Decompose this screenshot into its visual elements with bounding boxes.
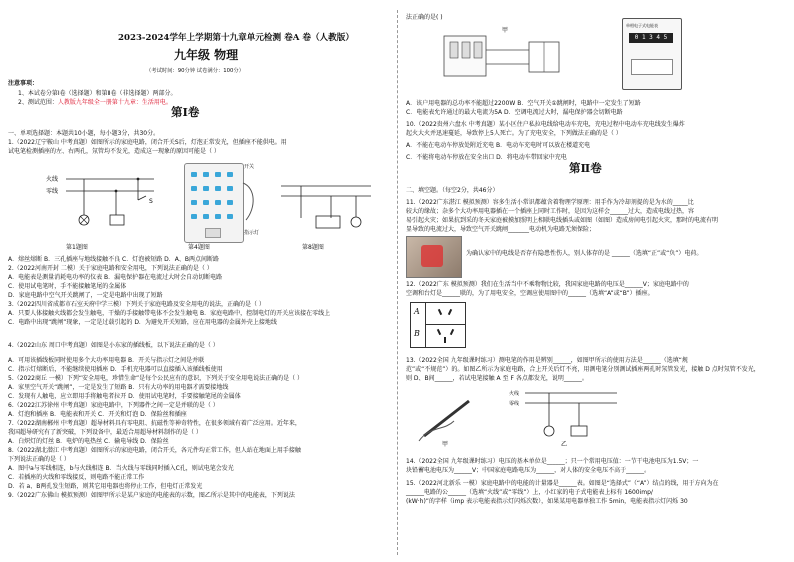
switch-s-label: S xyxy=(149,198,153,205)
question-line: C．电路中出现“跳闸”现象，一定是过载引起的 D．为避免开关短路，应在用电器的金属外壳上接地线 xyxy=(8,319,277,326)
question-line: 4.（2022山东 周口中考真题）如图是小东家的插线板，以下说法正确的是（ ） xyxy=(8,342,219,349)
question-line: 下列说法正确的是（ ） xyxy=(8,456,70,463)
question-line: 14.（2022全国 九年级课时练习）电压的基本单位是______；只一个常用电压值：一节干电池电压为1.5V；一 xyxy=(406,458,699,465)
question-line: 8.（2022湖北潜江 中考真题）如图所示的家庭电路，闭合开关，各元件均正常工作，但人站在地面上用手接触 xyxy=(8,447,301,454)
question-line: A．白炽灯的灯丝 B．电炉的电热丝 C．输电导线 D．保险丝 xyxy=(8,438,169,445)
socket-figure xyxy=(410,302,466,348)
figure-caption-4: 第4题图 xyxy=(188,244,210,251)
question-line: C．不能将电动车停放在安全出口 D．将电动车带回家中充电 xyxy=(406,154,567,161)
question-line: A．只要人体接触火线都会发生触电，干燥的手接触带电体不会发生触电 B．家庭电路中，控制电灯的开关应该接在零线上 xyxy=(8,310,331,317)
question-line: 9.（2022广东佛山 模拟预测）如图甲所示是某户家庭的电能表的示数，图乙所示是其中的电能表，下列说法 xyxy=(8,492,295,499)
column-separator xyxy=(397,10,398,555)
question-line: 易引起火灾；如果抗到采的冬天家庭被摸加照明上相联电线插头或如图（如图）造成房间电引起火灾，那时的电流有明 xyxy=(406,217,719,224)
question-line: 12.（2022广东 模拟预测）我们在生活当中不乘物物比较，我国家庭电路的电压是______V；家庭电路中的 xyxy=(406,281,689,288)
question-line: 起火大火并迅速蔓延，导致停上5人死亡。为了充电安全，下列做法正确的是（ ） xyxy=(406,130,622,137)
question-line: A．可用该插线板同时使用多个大功率用电器 B．开关与指示灯之间是并联 xyxy=(8,357,205,364)
switchboard-figure xyxy=(434,24,584,88)
question-line: 10.（2022贵州六盘水 中考真题）某小区住户私拉电线给电动车充电，充电过程中电动车充电线发生爆炸 xyxy=(406,121,685,128)
question-line: 显导致的电流过大，导致空气开关跳闸_______电动机为电路无须保险； xyxy=(406,226,596,233)
electricity-meter-figure xyxy=(622,18,682,90)
question-line: C．若插座的火线和零线接反，则电路不能正常工作 xyxy=(8,474,145,481)
question-line: 法正确的是( ) xyxy=(406,14,443,21)
question-line: 范”或“不规范”）的。如图乙所示为家庭电路，合上开关后灯不亮，用测电笔分别测试插座两孔时氖管发光，接触 D 点时氖管不发光， xyxy=(406,366,760,373)
question-line: C．电能表允许通过的最大电流为5A D．空调电流过大时，漏电保护器会切断电路 xyxy=(406,109,623,116)
circuit-figure-8 xyxy=(276,178,376,238)
question-line: C．指示灯熔断后，不能继续使用插座 D．手机充电器可以直接插入该插线板使用 xyxy=(8,366,223,373)
question-line: 我国超导研究有了新突破，下列设备中，最适合用超导材料制作的是（ ） xyxy=(8,429,202,436)
question-line: A．图中a与零线相连，b与火线相连 B．当火线与零线同时插入C孔，则试电笔会发光 xyxy=(8,465,234,472)
section2-title: 第Ⅱ卷 xyxy=(569,161,602,175)
question-line: 11.（2022广东湛江 模拟预测）容多生活小常识都蕴含着物理学原理：用手作为冷却剂提的是为水的_____比 xyxy=(406,199,694,206)
section2-instruction: 二、填空题。（每空2分，共46分） xyxy=(406,187,499,194)
household-circuit-figure xyxy=(509,386,619,448)
figure-caption-8: 第8题图 xyxy=(302,244,324,251)
question-line: 1.（2022辽宁鞍山 中考真题）如图所示的家庭电路，闭合开关S后，灯泡正常发光，但插座不能供电。用 xyxy=(8,139,287,146)
fig13-live-label: 火线 xyxy=(509,391,520,397)
meter-title: 单相电子式电能表 xyxy=(626,23,658,28)
question-line: 则 D、B间______，若试电笔接触 A 至 F 各点都发光，说明______。 xyxy=(406,375,588,382)
question-line: 试电笔检测插座的左、右两孔，氖管均不发光，造成这一现象的原因可能是（ ） xyxy=(8,148,220,155)
question-line: ______电路的公______（选填“火线”或“零线”）上，小红家的电子式电能表上标有 1600imp/ xyxy=(406,489,653,496)
question-line: C．使用试电笔时，手不能接触笔尾的金属体 xyxy=(8,283,127,290)
question-line: 3.（2022四川省成都市石室天府中学三模）下列关于家庭电路及安全用电的说法，正确的是（ ） xyxy=(8,301,265,308)
strip-switch xyxy=(205,228,221,238)
question-line: 2.（2022河南开封 二模）关于家庭电路和安全用电，下列说法正确的是（ ） xyxy=(8,265,213,272)
socket-b-label: B xyxy=(414,329,420,338)
power-strip-figure xyxy=(184,163,244,243)
q11-photo xyxy=(406,236,462,278)
notes-range-highlight: 人教版九年级全一册第十九章：生活用电。 xyxy=(57,99,172,106)
question-line: 7.（2022湖南郴州 中考真题）超导材料具有零电阻、抗磁性等神奇特性，在很多领域有着广泛应用。近年来， xyxy=(8,420,301,427)
fig13-jia-label: 甲 xyxy=(442,441,449,448)
figure-caption-1: 第1题图 xyxy=(66,244,88,251)
page-title: 2023-2024学年上学期第十九章单元检测 卷A 卷（人教版） xyxy=(118,33,354,43)
question-line: 为确认家中的电线是否存有隐患性伤人，别人体存的是 ______（选填“正”或“负”）电荷。 xyxy=(466,250,703,257)
question-line: 较大的缘故；杂多个大功率用电器插在一个插座上同时工作时，是因为这样会______过大，造成电线过热，容 xyxy=(406,208,695,215)
live-wire-label: 火线 xyxy=(46,176,59,183)
question-line: 13.（2022全国 九年级课时练习）测电笔的作用是辨别______，如图甲所示的使用方法是______（选填“规 xyxy=(406,357,688,364)
question-line: 15.（2022河北新乐 一模）家庭电路中的电能的计量器是______表。如图是“选择式”（“A”）结点的线，用于方向为在 xyxy=(406,480,719,487)
question-line: 6.（2022江苏徐州 中考真题）家庭电路中，下列器件之间一定是并联的是（ ） xyxy=(8,402,219,409)
question-line: A．家里空气开关“跳闸”，一定是发生了短路 B．只有大功率的用电器才需要接地线 xyxy=(8,384,229,391)
fig13-yi-label: 乙 xyxy=(561,441,568,448)
neutral-wire-label: 零线 xyxy=(46,188,59,195)
question-line: 5.（2022商丘 一模）下列“安全用电，珍惜生命”是每个公民应有的意识，下列关于安全用电说法正确的是（ ） xyxy=(8,375,304,382)
notes-item-2 xyxy=(18,99,172,106)
meter-terminal xyxy=(631,59,673,75)
section1-title: 第Ⅰ卷 xyxy=(171,105,200,119)
left-column xyxy=(6,0,389,562)
switch-label: 开关 xyxy=(244,164,255,170)
page-subtitle: 九年级 物理 xyxy=(174,48,239,62)
fig9-jia-label: 甲 xyxy=(502,27,509,34)
question-line: A．该户用电器的总功率不能超过2200W B．空气开关①跳闸时，电路中一定发生了短路 xyxy=(406,100,641,107)
notes-heading: 注意事项： xyxy=(8,80,39,87)
circuit-figure-1 xyxy=(46,170,156,240)
right-column xyxy=(404,0,787,562)
question-line: A．灯泡和插座 B．电能表和开关 C．开关和灯泡 D．保险丝和插座 xyxy=(8,411,187,418)
notes-item-1: 1、本试卷分第Ⅰ卷（选择题）和第Ⅱ卷（非选择题）两部分。 xyxy=(18,90,177,97)
strip-cord xyxy=(241,178,261,223)
indicator-label: 指示灯 xyxy=(244,230,260,236)
question-line: D．家庭电路中空气开关跳闸了，一定是电路中出现了短路 xyxy=(8,292,163,299)
socket-a-label: A xyxy=(414,307,420,316)
question-line: A．不能在电动车停放处附近充电 B．电动车充电时可以放在楼道充电 xyxy=(406,142,591,149)
question-line: A．电能表是测量消耗电功率的仪表 B．漏电保护器在电流过大时会自动切断电路 xyxy=(8,274,223,281)
meter-reading: 0 1 3 4 5 xyxy=(629,33,673,43)
question-line: C．发现有人触电，应立即用手将触电者拉开 D．使用试电笔时，手要接触笔尾的金属体 xyxy=(8,393,241,400)
question-line: D．若 a、B两孔发生短路，则其它用电器也将停止工作，但电灯正常发光 xyxy=(8,483,203,490)
question-line: (kW·h)”的字样（imp 表示电能表指示灯闪烁次数），如果某用电器单独工作 5min，电能表指示灯闪烁 30 xyxy=(406,498,688,505)
exam-meta: （考试时间：90分钟 试卷满分：100分） xyxy=(146,68,244,74)
question-line: 块铅蓄电池电压为______V；中国家庭电路电压为______，对人体的安全电压不高于______。 xyxy=(406,467,651,474)
test-pen-figure xyxy=(414,386,484,448)
question-line: 空调和台灯是______联的，为了用电安全，空调应使用图中的______（选填“A”或“B”）插座。 xyxy=(406,290,654,297)
section1-instruction: 一、单项选择题：本题共10小题，每小题3分，共30分。 xyxy=(8,130,160,137)
question-line: A．熔丝熔断 B．三孔插座与地线接触不良 C．灯泡被短路 D．A、B两点间断路 xyxy=(8,256,219,263)
fig13-neutral-label: 零线 xyxy=(509,401,520,407)
notes-range-prefix: 2、测试范围： xyxy=(18,99,58,106)
